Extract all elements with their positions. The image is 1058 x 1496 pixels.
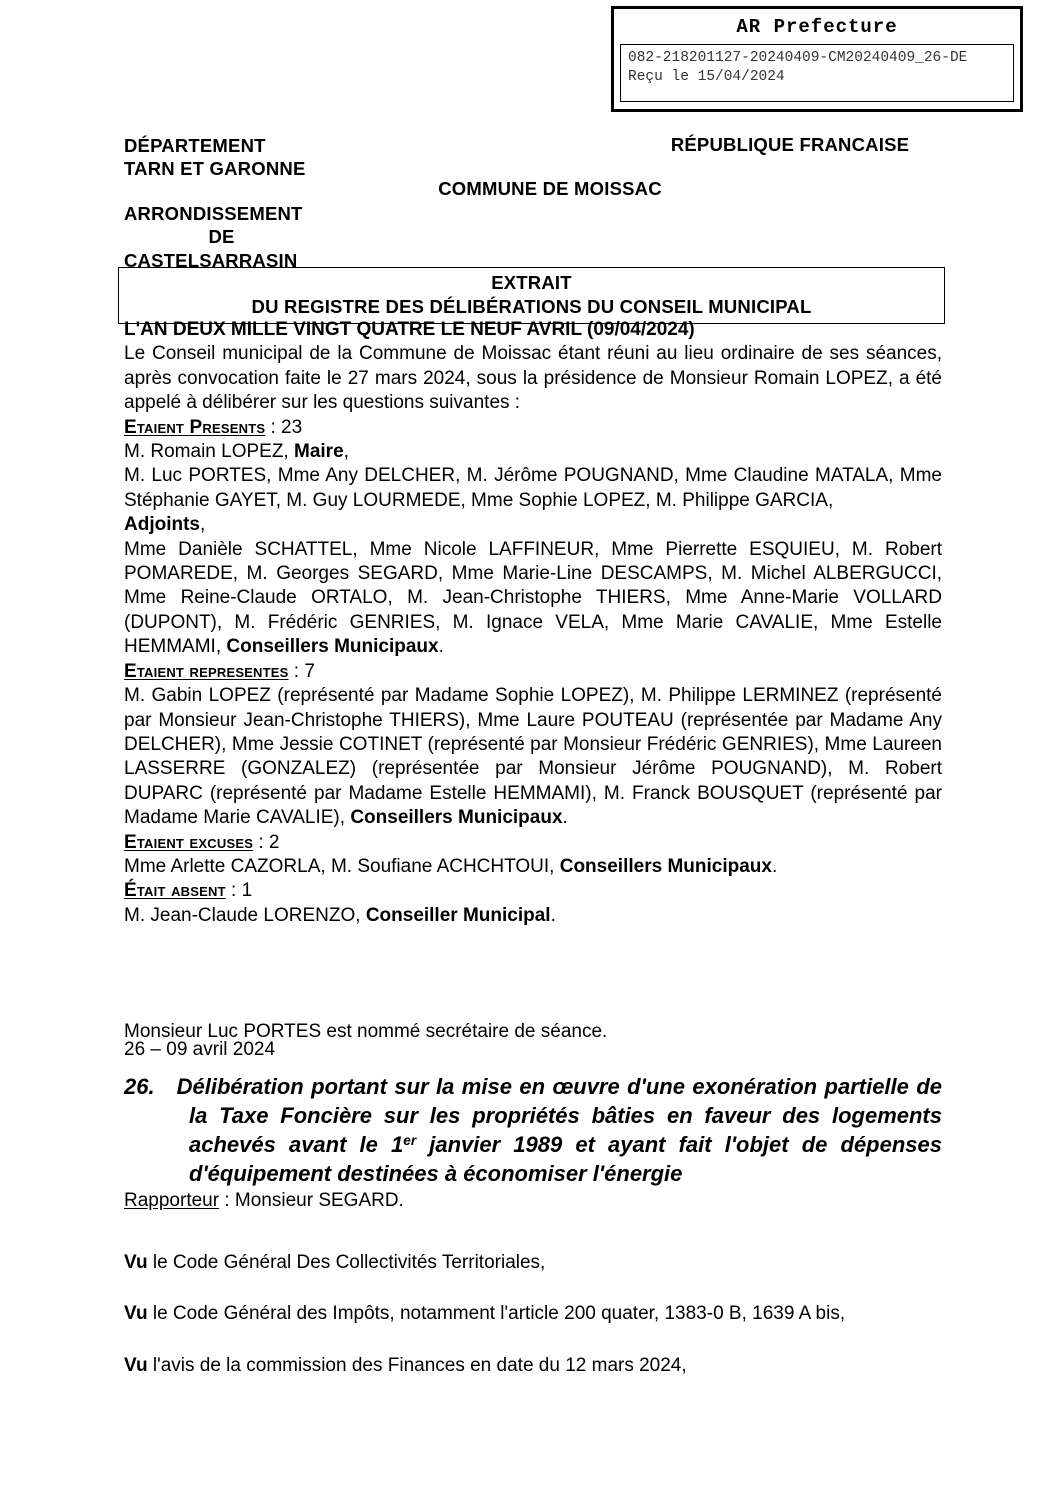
rapporteur-value: : Monsieur SEGARD. bbox=[219, 1190, 404, 1211]
excused-title: Conseillers Municipaux bbox=[559, 855, 772, 877]
adjoints-title-line bbox=[124, 513, 942, 537]
vu-clause bbox=[124, 1251, 942, 1275]
absent-heading-separator: : bbox=[225, 880, 242, 902]
vu-prefix: Vu bbox=[124, 1252, 148, 1273]
extrait-box bbox=[118, 267, 945, 324]
mayor-line-end: , bbox=[343, 441, 349, 463]
arrondissement-label: ARRONDISSEMENT bbox=[124, 203, 303, 224]
commune-title: COMMUNE DE MOISSAC bbox=[438, 178, 662, 199]
mayor-line bbox=[124, 440, 942, 464]
department-block bbox=[124, 134, 306, 181]
rapporteur-label: Rapporteur bbox=[124, 1190, 220, 1211]
present-heading-separator: : bbox=[265, 416, 282, 438]
absent-names: M. Jean-Claude LORENZO, bbox=[124, 904, 366, 926]
represented-end: . bbox=[562, 807, 568, 829]
excused-names: Mme Arlette CAZORLA, M. Soufiane ACHCHTOUI, bbox=[124, 855, 560, 877]
department-label: DÉPARTEMENT bbox=[124, 135, 266, 156]
excused-end: . bbox=[771, 855, 778, 877]
vu-clause bbox=[124, 1354, 942, 1378]
excused-heading-separator: : bbox=[253, 831, 269, 853]
absent-title: Conseiller Municipal bbox=[365, 904, 551, 926]
represented-names: M. Gabin LOPEZ (représenté par Madame Sophie LOPEZ), M. Philippe LERMINEZ (représenté par Monsieur Jean-Christophe THIERS), Mme Laure POUTEAU (représentée par Madame Any DELCHER), Mme Jessie COTINET (représenté par Monsieur Frédéric GENRIES), Mme Laureen LASSERRE (GONZALEZ) (représentée par Monsieur Jérôme POUGNAND), M. Robert DUPARC (représenté par Madame Estelle HEMMAMI), M. Franck BOUSQUET (représenté par Madame Marie CAVALIE), bbox=[124, 685, 942, 829]
vu-text: l'avis de la commission des Finances en date du 12 mars 2024, bbox=[147, 1354, 687, 1376]
arrondissement-block bbox=[124, 202, 319, 272]
present-heading bbox=[124, 416, 942, 440]
represented-heading-label: Etaient representes bbox=[124, 660, 289, 682]
preamble-paragraph: Le Conseil municipal de la Commune de Moissac étant réuni au lieu ordinaire de ses séances, après convocation faite le 27 mars 2024, sous la présidence de Monsieur Romain LOPEZ, a été appelé à délibérer sur les questions suivantes : bbox=[124, 343, 942, 414]
represented-heading bbox=[124, 660, 942, 684]
adjoints-title: Adjoints bbox=[124, 514, 200, 536]
deliberation-title-part1: Délibération portant sur la mise en œuvre d'une exonération partielle de la Taxe Foncière sur les propriétés bâties en faveur des logements achevés avant le 1 bbox=[176, 1074, 942, 1158]
represented-title: Conseillers Municipaux bbox=[350, 807, 563, 829]
extrait-line-2: DU REGISTRE DES DÉLIBÉRATIONS DU CONSEIL MUNICIPAL bbox=[251, 296, 812, 318]
present-heading-label: Etaient Presents bbox=[124, 416, 266, 438]
arrondissement-name: CASTELSARRASIN bbox=[124, 249, 298, 271]
excused-count: 2 bbox=[268, 831, 280, 853]
vu-clauses bbox=[124, 1251, 942, 1405]
deliberation-number: 26. bbox=[124, 1074, 155, 1099]
vu-prefix: Vu bbox=[124, 1354, 148, 1376]
ar-stamp-title: AR Prefecture bbox=[736, 16, 898, 38]
extrait-line-1: EXTRAIT bbox=[491, 272, 572, 293]
present-councillors-end: . bbox=[438, 636, 444, 658]
ar-prefecture-stamp bbox=[611, 6, 1023, 112]
deliberation-title-superscript: er bbox=[403, 1133, 417, 1149]
present-councillors-line bbox=[124, 538, 942, 660]
vu-text: le Code Général Des Collectivités Territoriales, bbox=[147, 1252, 546, 1273]
deliberation-title-part2: janvier 1989 et ayant fait l'objet de dépenses d'équipement destinées à économiser l'énergie bbox=[189, 1132, 942, 1187]
present-councillors-title: Conseillers Municipaux bbox=[226, 636, 439, 658]
ar-stamp-details bbox=[620, 44, 1014, 102]
republic-title: RÉPUBLIQUE FRANCAISE bbox=[670, 134, 910, 155]
vu-text: le Code Général des Impôts, notamment l'article 200 quater, 1383-0 B, 1639 A bis, bbox=[147, 1303, 846, 1325]
excused-heading-label: Etaient excuses bbox=[124, 831, 254, 853]
mayor-title: Maire bbox=[294, 441, 344, 463]
mayor-name: M. Romain LOPEZ, bbox=[124, 441, 294, 463]
absent-count: 1 bbox=[241, 880, 253, 902]
present-count: 23 bbox=[281, 416, 303, 438]
document-body bbox=[124, 318, 942, 1045]
represented-heading-separator: : bbox=[288, 660, 305, 682]
adjoints-names: M. Luc PORTES, Mme Any DELCHER, M. Jérôme POUGNAND, Mme Claudine MATALA, Mme Stéphanie GAYET, M. Guy LOURMEDE, Mme Sophie LOPEZ, M. Philippe GARCIA, bbox=[124, 465, 942, 511]
adjoints-title-end: , bbox=[200, 514, 206, 536]
deliberation-reference: 26 – 09 avril 2024 bbox=[124, 1039, 276, 1060]
arrondissement-de: DE bbox=[208, 226, 235, 248]
department-name: TARN ET GARONNE bbox=[124, 158, 306, 180]
represented-count: 7 bbox=[304, 660, 315, 682]
rapporteur-line bbox=[124, 1190, 404, 1212]
excused-heading bbox=[124, 831, 942, 855]
ar-stamp-reference: 082-218201127-20240409-CM20240409_26-DE bbox=[628, 49, 968, 66]
represented-list bbox=[124, 684, 942, 830]
deliberation-title bbox=[124, 1072, 942, 1188]
session-date-heading: L'AN DEUX MILLE VINGT QUATRE LE NEUF AVRIL (09/04/2024) bbox=[124, 319, 695, 340]
absent-list bbox=[124, 904, 942, 928]
absent-heading-label: Était absent bbox=[124, 880, 226, 902]
vu-prefix: Vu bbox=[124, 1303, 148, 1325]
secretary-line: Monsieur Luc PORTES est nommé secrétaire de séance. bbox=[124, 1021, 608, 1043]
spacer bbox=[124, 928, 942, 1020]
excused-list bbox=[124, 855, 942, 879]
absent-end: . bbox=[550, 904, 556, 926]
present-councillors-names: Mme Danièle SCHATTEL, Mme Nicole LAFFINEUR, Mme Pierrette ESQUIEU, M. Robert POMAREDE, M. Georges SEGARD, Mme Marie-Line DESCAMPS, M. Michel ALBERGUCCI, Mme Reine-Claude ORTALO, M. Jean-Christophe THIERS, Mme Anne-Marie VOLLARD (DUPONT), M. Frédéric GENRIES, M. Ignace VELA, Mme Marie CAVALIE, Mme Estelle HEMMAMI, bbox=[124, 538, 942, 658]
ar-stamp-received-date: Reçu le 15/04/2024 bbox=[628, 69, 785, 86]
absent-heading bbox=[124, 879, 942, 903]
vu-clause bbox=[124, 1302, 942, 1326]
